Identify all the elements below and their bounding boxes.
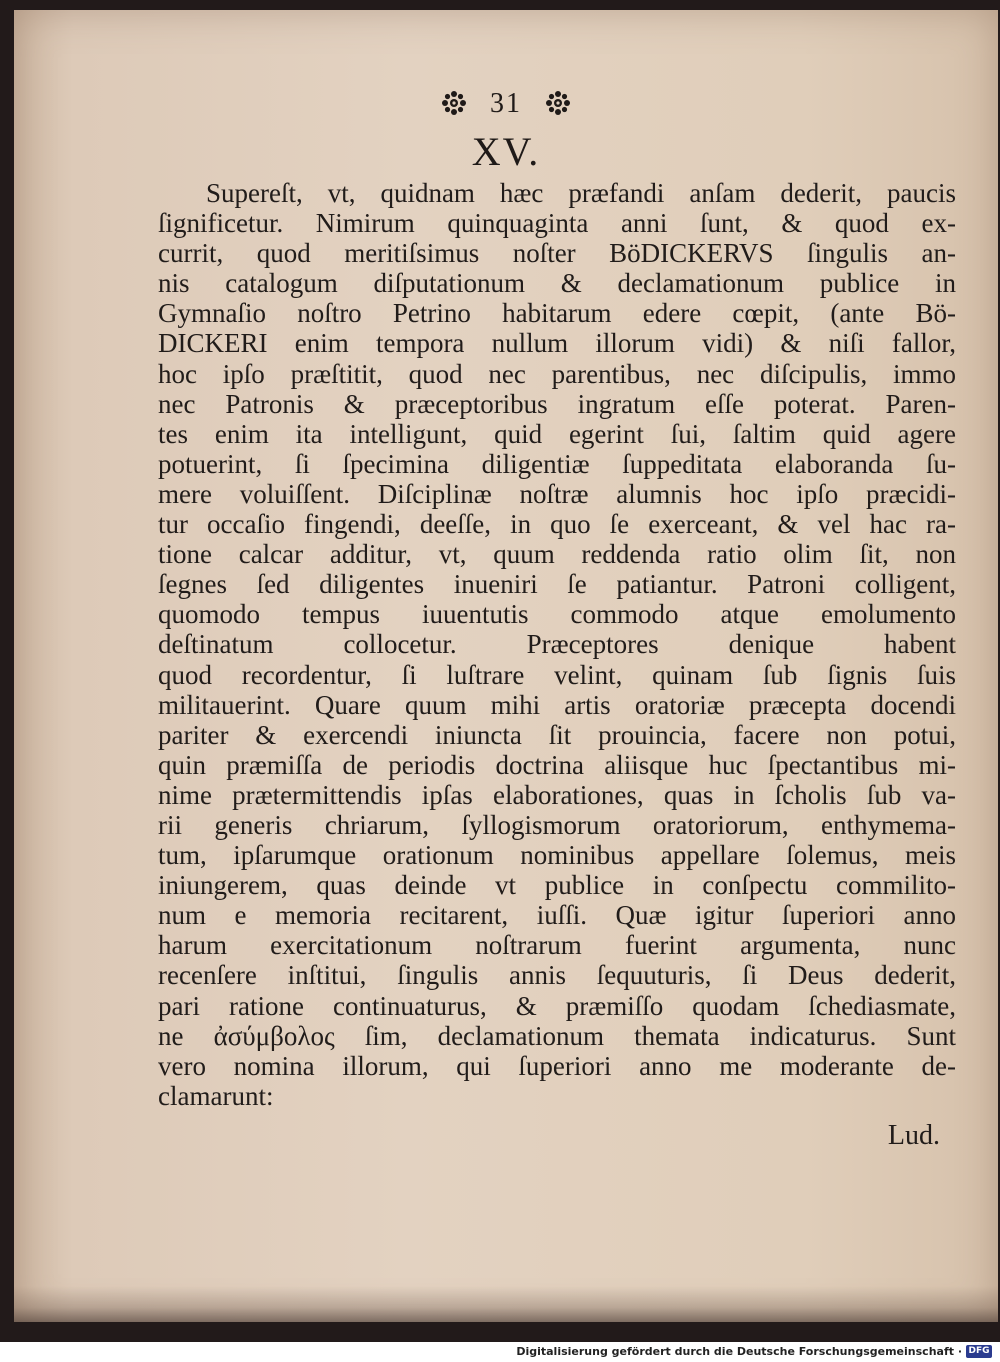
text-line: quomodo tempus iuuentutis commodo atque emolumento <box>158 599 956 630</box>
text-line: quin præmiſſa de periodis doctrina aliisque huc ſpectantibus mi- <box>158 749 956 780</box>
catchword: Lud. <box>887 1120 940 1151</box>
text-line: ſignificetur. Nimirum quinquaginta anni ſunt, & quod ex- <box>158 208 956 239</box>
text-line: nec Patronis & præceptoribus ingratum eſſe poterat. Paren- <box>158 388 956 419</box>
text-line: clamarunt: <box>158 1080 274 1111</box>
text-line: iniungerem, quas deinde vt publice in conſpectu commilito- <box>158 870 956 901</box>
text-line: recenſere inſtitui, ſingulis annis ſequuturis, ſi Deus dederit, <box>158 960 956 991</box>
text-line: DICKERI enim tempora nullum illorum vidi) & niſi fallor, <box>158 328 956 359</box>
body-paragraph <box>158 178 956 1111</box>
chapter-heading: XV. <box>471 129 541 174</box>
text-line: rii generis chriarum, ſyllogismorum oratoriorum, enthymema- <box>158 809 956 840</box>
text-line: potuerint, ſi ſpecimina diligentiæ ſuppeditata elaboranda ſu- <box>158 448 956 479</box>
text-line: militauerint. Quare quum mihi artis oratoriæ præcepta docendi <box>158 689 956 720</box>
text-line: tur occaſio fingendi, deeſſe, in quo ſe exerceant, & vel hac ra- <box>158 509 956 540</box>
ornament-left-icon <box>441 90 467 116</box>
page-number: 31 <box>490 88 522 119</box>
text-line: hoc ipſo præſtitit, quod nec parentibus, nec diſcipulis, immo <box>158 358 956 389</box>
text-line: currit, quod meritiſsimus noſter BöDICKERVS ſingulis an- <box>158 238 956 269</box>
text-line: pariter & exercendi iniuncta ſit prouincia, facere non potui, <box>158 719 956 750</box>
funding-credit: Digitalisierung gefördert durch die Deutsche Forschungsgemeinschaft · <box>516 1345 962 1358</box>
text-line: deſtinatum collocetur. Præceptores denique habent <box>158 629 956 660</box>
text-line: num e memoria recitarent, iuſſi. Quæ igitur ſuperiori anno <box>158 900 956 931</box>
running-head <box>14 88 998 120</box>
text-line: pari ratione continuaturus, & præmiſſo quodam ſchediasmate, <box>158 990 956 1021</box>
text-line: mere voluiſſent. Diſciplinæ noſtræ alumnis hoc ipſo præcidi- <box>158 478 956 509</box>
text-line: Supereſt, vt, quidnam hæc præfandi anſam dederit, paucis <box>206 178 956 208</box>
text-line: quod recordentur, ſi luſtrare velint, quinam ſub ſignis ſuis <box>158 659 956 690</box>
ornament-right-icon <box>545 90 571 116</box>
page-edge-shadow <box>14 1286 998 1322</box>
book-page <box>14 10 998 1322</box>
text-line: tes enim ita intelligunt, quid egerint ſui, ſaltim quid agere <box>158 418 956 449</box>
dfg-logo: DFG <box>966 1345 992 1358</box>
footer-bar <box>0 1342 1000 1362</box>
text-line: nis catalogum diſputationum & declamationum publice in <box>158 268 956 299</box>
text-line: tum, ipſarumque orationum nominibus appellare ſolemus, meis <box>158 840 956 871</box>
text-line: Gymnaſio noſtro Petrino habitarum edere cœpit, (ante Bö- <box>158 298 956 329</box>
text-line: vero nomina illorum, qui ſuperiori anno me moderante de- <box>158 1050 956 1081</box>
text-line: harum exercitationum noſtrarum fuerint argumenta, nunc <box>158 930 956 961</box>
text-line: ne ἀσύμβολος ſim, declamationum themata indicaturus. Sunt <box>158 1020 956 1051</box>
text-line: ſegnes ſed diligentes inueniri ſe patiantur. Patroni colligent, <box>158 569 956 600</box>
text-line: nime prætermittendis ipſas elaborationes, quas in ſcholis ſub va- <box>158 779 956 810</box>
text-line: tione calcar additur, vt, quum reddenda ratio olim ſit, non <box>158 539 956 570</box>
